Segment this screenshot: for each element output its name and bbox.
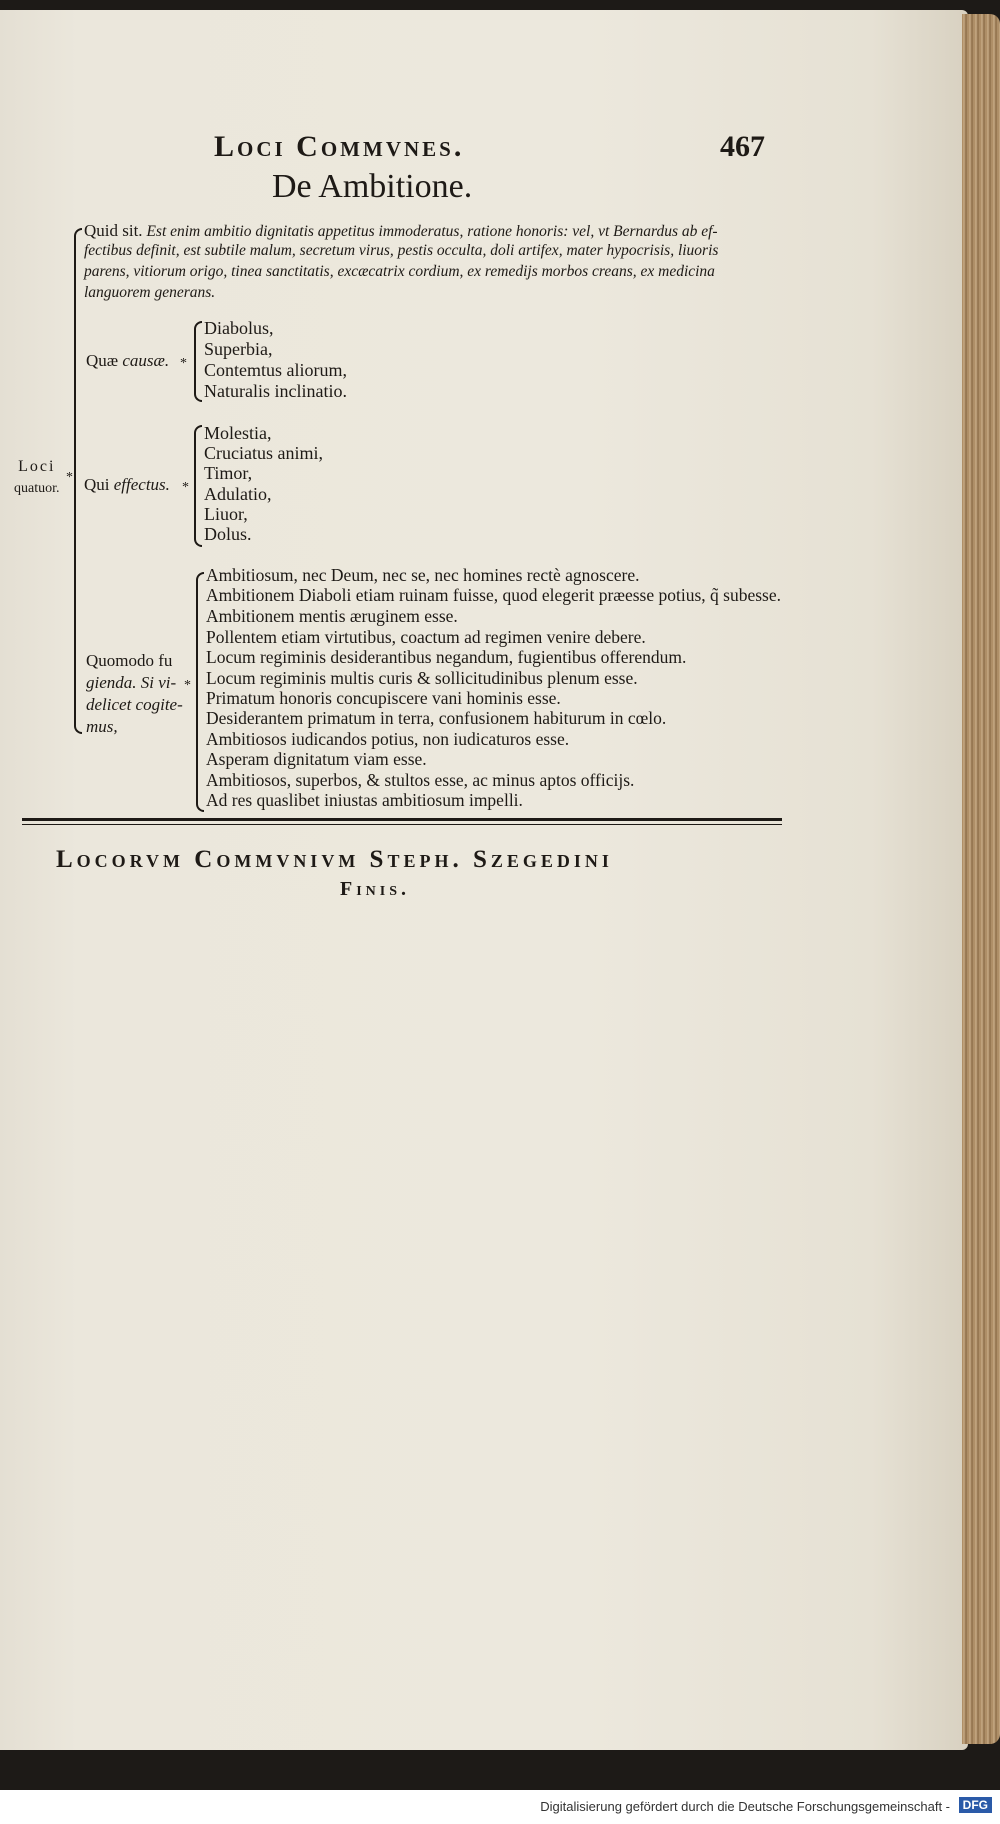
avoidance-label [86,650,183,738]
avoidance-label-1: Quomodo fu [86,651,173,670]
causes-brace [194,321,202,402]
colophon-line-1: Locorvm Commvnivm Steph. Szegedini [56,846,613,873]
avoidance-item: Locum regiminis desiderantibus negandum, fugientibus offerendum. [206,647,687,667]
avoidance-item: Ad res quaslibet iniustas ambitiosum impelli. [206,790,523,810]
connector-mark: * [182,480,189,495]
cause-item: Superbia, [204,339,273,359]
section-rule [22,818,782,821]
effect-item: Adulatio, [204,484,272,504]
definition-line-4: languorem generans. [84,284,216,301]
avoidance-label-3: delicet cogite- [86,695,183,714]
dfg-logo-icon: DFG [959,1797,992,1813]
main-brace [74,228,82,734]
avoidance-item: Ambitiosum, nec Deum, nec se, nec homines rectè agnoscere. [206,565,640,585]
avoidance-item: Asperam dignitatum viam esse. [206,749,427,769]
effect-item: Timor, [204,463,253,483]
section-rule-thin [22,824,782,825]
avoidance-item: Ambitiosos iudicandos potius, non iudicaturos esse. [206,729,570,749]
credit-bar [0,1790,1000,1824]
effect-item: Molestia, [204,423,272,443]
causes-label-italic: causæ. [122,351,170,370]
avoidance-label-4: mus, [86,717,118,736]
section-title: De Ambitione. [272,168,473,205]
effects-label-regular: Qui [84,475,110,494]
avoidance-item: Ambitionem mentis æruginem esse. [206,606,458,626]
avoidance-item: Ambitiosos, superbos, & stultos esse, ac minus aptos officijs. [206,770,635,790]
definition-line-3: parens, vitiorum origo, tinea sanctitatis, excæcatrix cordium, ex remedijs morbos creans, ex medicina [84,263,715,280]
definition-line-1 [84,221,784,242]
effect-item: Dolus. [204,524,252,544]
avoidance-label-2: gienda. Si vi- [86,673,177,692]
page-edge [962,14,1000,1744]
effects-label-italic: effectus. [113,475,170,494]
cause-item: Contemtus aliorum, [204,360,347,380]
definition-lead: Quid sit. [84,221,143,240]
page-number: 467 [720,130,765,163]
credit-text: Digitalisierung gefördert durch die Deutsche Forschungsgemeinschaft - [540,1799,950,1814]
root-label-2: quatuor. [14,481,60,496]
connector-mark: * [66,470,73,485]
avoidance-item: Ambitionem Diaboli etiam ruinam fuisse, quod elegerit præesse potius, q̃ subesse. [206,585,781,605]
root-label-1: Loci [18,458,56,475]
colophon-line-2: Finis. [340,878,411,900]
avoidance-item: Primatum honoris concupiscere vani hominis esse. [206,688,561,708]
cause-item: Diabolus, [204,318,274,338]
connector-mark: * [180,356,187,371]
causes-label [86,350,169,372]
avoidance-item: Locum regiminis multis curis & sollicitudinibus plenum esse. [206,668,638,688]
effect-item: Cruciatus animi, [204,443,323,463]
effect-item: Liuor, [204,504,248,524]
avoidance-item: Pollentem etiam virtutibus, coactum ad regimen venire debere. [206,627,646,647]
avoidance-item: Desiderantem primatum in terra, confusionem habiturum in cœlo. [206,708,667,728]
effects-brace [194,425,202,547]
causes-label-regular: Quæ [86,351,119,370]
cause-item: Naturalis inclinatio. [204,381,347,401]
definition-line-2: fectibus definit, est subtile malum, secretum virus, pestis occulta, doli artifex, mater hypocrisis, liuoris [84,242,719,259]
connector-mark: * [184,678,191,693]
definition-text-1: Est enim ambitio dignitatis appetitus immoderatus, ratione honoris: vel, vt Bernardus ab ef- [146,223,718,240]
running-title: Loci Commvnes. [214,130,465,163]
effects-label [84,474,170,496]
root-label [14,456,60,500]
avoidance-brace [196,572,204,812]
